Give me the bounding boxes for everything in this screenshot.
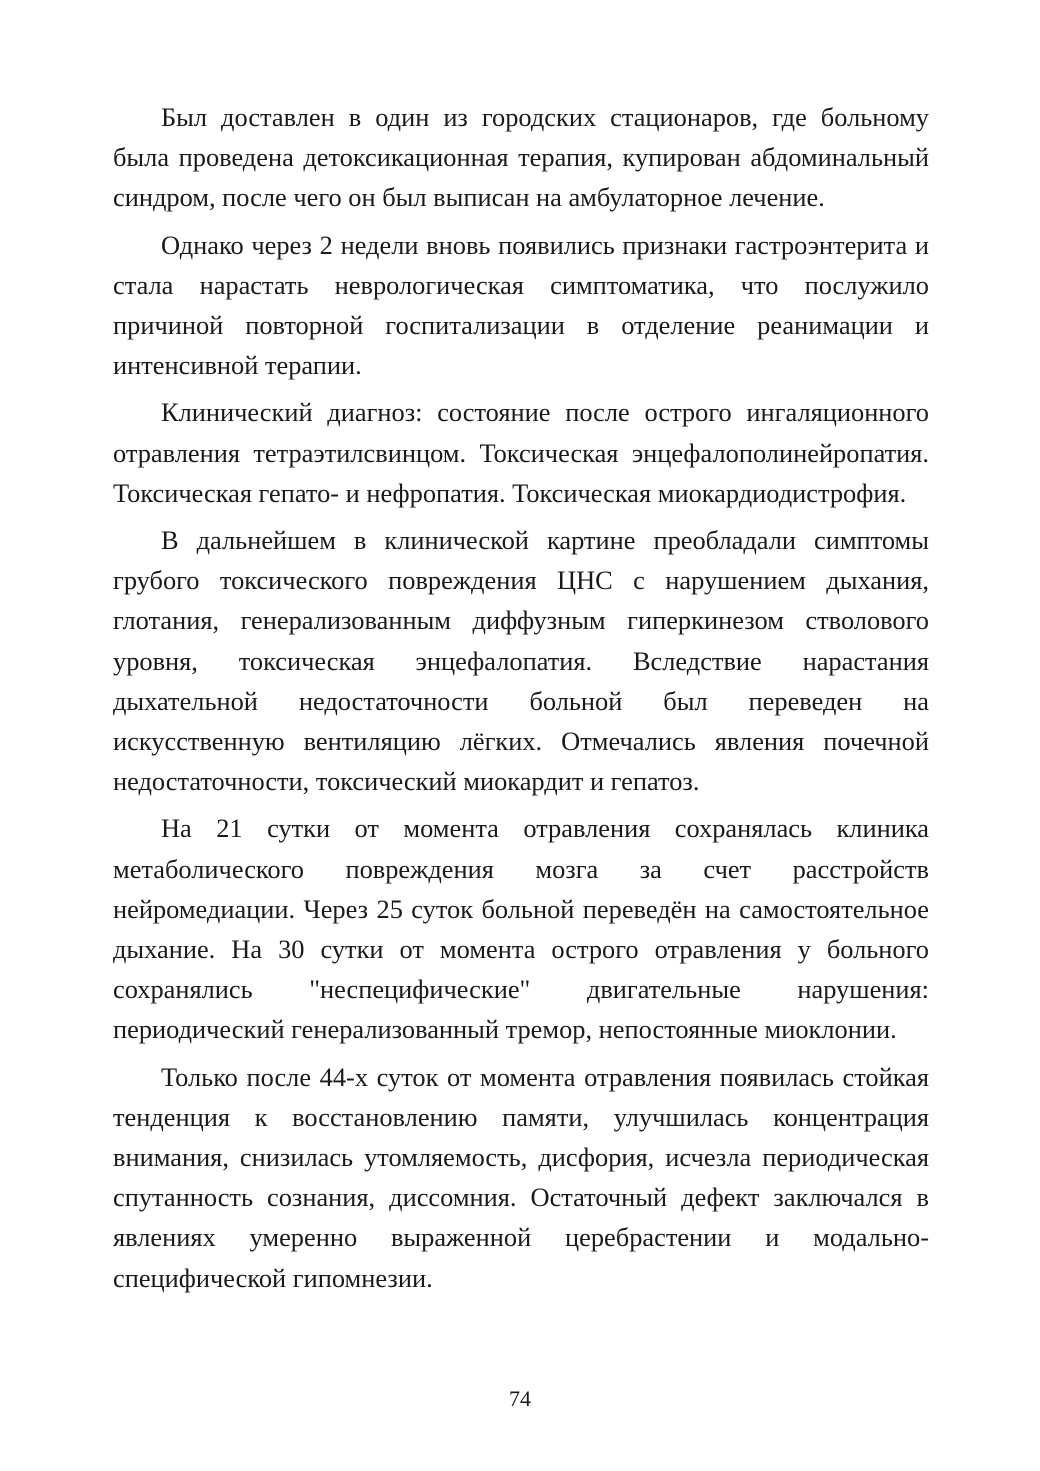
paragraph-5: На 21 сутки от момента отравления сохранялась клиника метаболического повреждения мозга за счет расстройств нейромедиации. Через 25 суток больной переведён на самостоятельное дыхание. На 30 сутки от момента острого отравления у больного сохранялись "неспецифические" двигательные нарушения: периодический генерализованный тремор, непостоянные миоклонии. — [113, 813, 929, 1045]
text-body — [113, 97, 929, 1305]
paragraph-3: Клинический диагноз: состояние после острого ингаляционного отравления тетраэтилсвинцом. Токсическая энцефалополинейропатия. Токсическая гепато- и нефропатия. Токсическая миокардиодистрофия. — [113, 397, 929, 508]
paragraph-4: В дальнейшем в клинической картине преобладали симптомы грубого токсического повреждения ЦНС с нарушением дыхания, глотания, генерализованным диффузным гиперкинезом стволового уровня, токсическая энцефалопатия. Вследствие нарастания дыхательной недостаточности больной был переведен на искусственную вентиляцию лёгких. Отмечались явления почечной недостаточности, токсический миокардит и гепатоз. — [113, 525, 929, 797]
page-number: 74 — [509, 1386, 531, 1411]
paragraph-6: Только после 44-х суток от момента отравления появилась стойкая тенденция к восстановлению памяти, улучшилась концентрация внимания, снизилась утомляемость, дисфория, исчезла периодическая спутанность сознания, диссомния. Остаточный дефект заключался в явлениях умеренно выраженной церебрастении и модально-специфической гипомнезии. — [113, 1061, 929, 1293]
paragraph-2: Однако через 2 недели вновь появились признаки гастроэнтерита и стала нарастать неврологическая симптоматика, что послужило причиной повторной госпитализации в отделение реанимации и интенсивной терапии. — [113, 229, 929, 381]
paragraph-1: Был доставлен в один из городских стационаров, где больному была проведена детоксикационная терапия, купирован абдоминальный синдром, после чего он был выписан на амбулаторное лечение. — [113, 102, 929, 213]
